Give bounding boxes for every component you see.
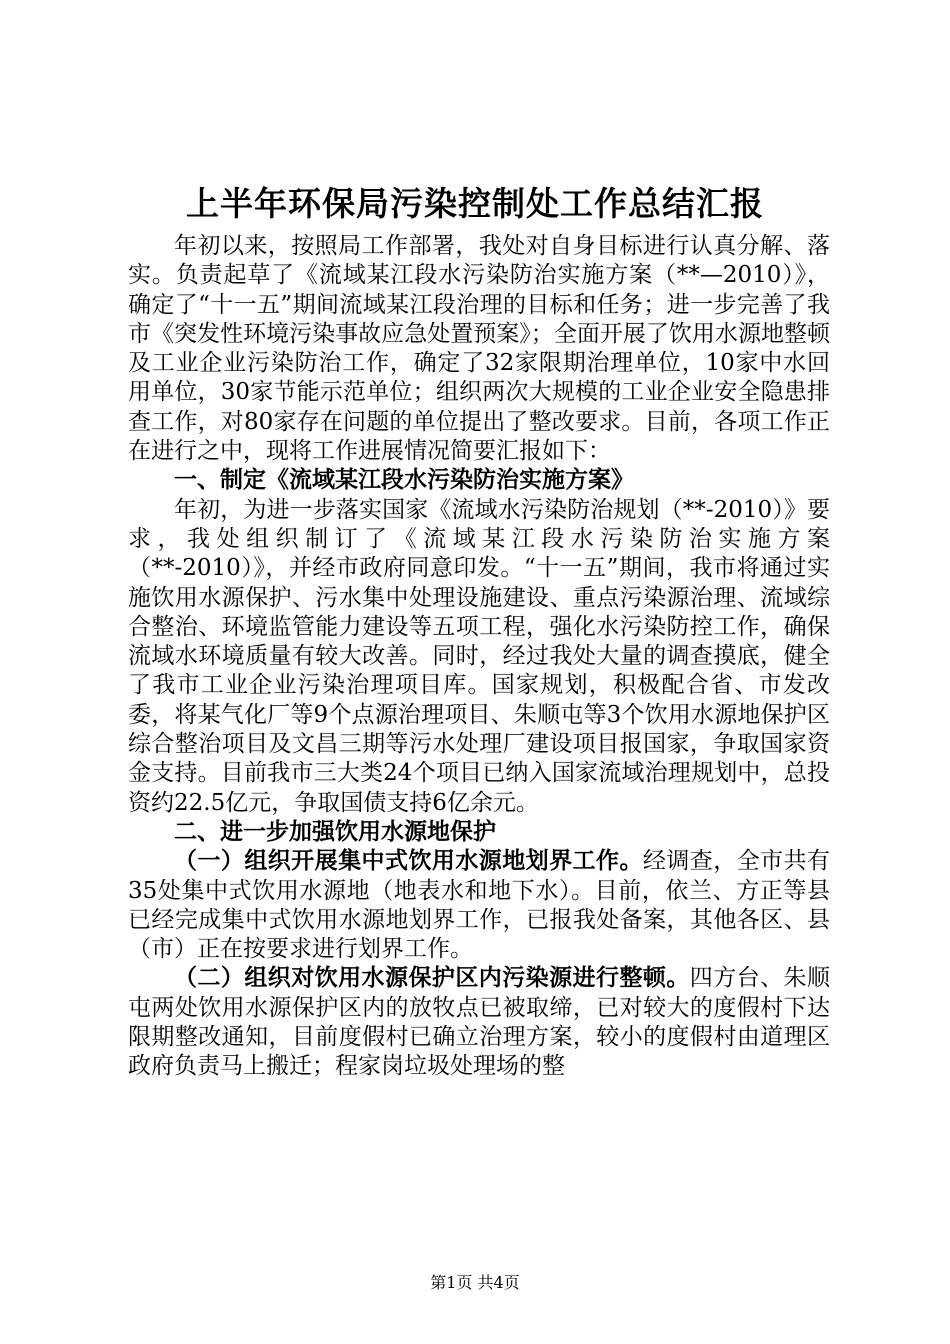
subsection-1-body: 经调查，全市共有35处集中式饮用水源地（地表水和地下水）。目前，依兰、方正等县已经完成集中式饮用水源地划界工作，已报我处备案，其他各区、县（市）正在按要求进行划界工作。 [128,848,831,963]
page-footer: 第1页 共4页 [430,1273,520,1292]
subsection-2-paragraph [128,964,830,1081]
subsection-1-paragraph [128,847,830,964]
subsection-2-lead: （二）组织对饮用水源保护区内污染源进行整顿。 [174,965,690,992]
subsection-1-lead: （一）组织开展集中式饮用水源地划界工作。 [174,848,643,875]
section-1-paragraph: 年初，为进一步落实国家《流域水污染防治规划（**-2010）》要求，我处组织制订了《流域某江段水污染防治实施方案（**-2010）》，并经市政府同意印发。“十一五”期间，我市将通过实施饮用水源保护、污水集中处理设施建设、重点污染源治理、流域综合整治、环境监管能力建设等五项工程，强化水污染防控工作，确保流域水环境质量有较大改善。同时，经过我处大量的调查摸底，健全了我市工业企业污染治理项目库。国家规划，积极配合省、市发改委，将某气化厂等9个点源治理项目、朱顺屯等3个饮用水源地保护区综合整治项目及文昌三期等污水处理厂建设项目报国家，争取国家资金支持。目前我市三大类24个项目已纳入国家流域治理规划中，总投资约22.5亿元，争取国债支持6亿余元。 [128,496,830,816]
intro-paragraph: 年初以来，按照局工作部署，我处对自身目标进行认真分解、落实。负责起草了《流域某江段水污染防治实施方案（**—2010）》，确定了“十一五”期间流域某江段治理的目标和任务；进一步完善了我市《突发性环境污染事故应急处置预案》；全面开展了饮用水源地整顿及工业企业污染防治工作，确定了32家限期治理单位，10家中水回用单位，30家节能示范单位；组织两次大规模的工业企业安全隐患排查工作，对80家存在问题的单位提出了整改要求。目前，各项工作正在进行之中，现将工作进展情况简要汇报如下： [128,233,830,465]
subsection-2-body: 四方台、朱顺屯两处饮用水源保护区内的放牧点已被取缔，已对较大的度假村下达限期整改通知，目前度假村已确立治理方案，较小的度假村由道理区政府负责马上搬迁；程家岗垃圾处理场的整 [128,965,831,1080]
document-title: 上半年环保局污染控制处工作总结汇报 [186,184,764,223]
section-1-heading: 一、制定《流域某江段水污染防治实施方案》 [174,467,634,494]
document-body [128,232,830,1082]
section-2-heading: 二、进一步加强饮用水源地保护 [174,818,496,845]
